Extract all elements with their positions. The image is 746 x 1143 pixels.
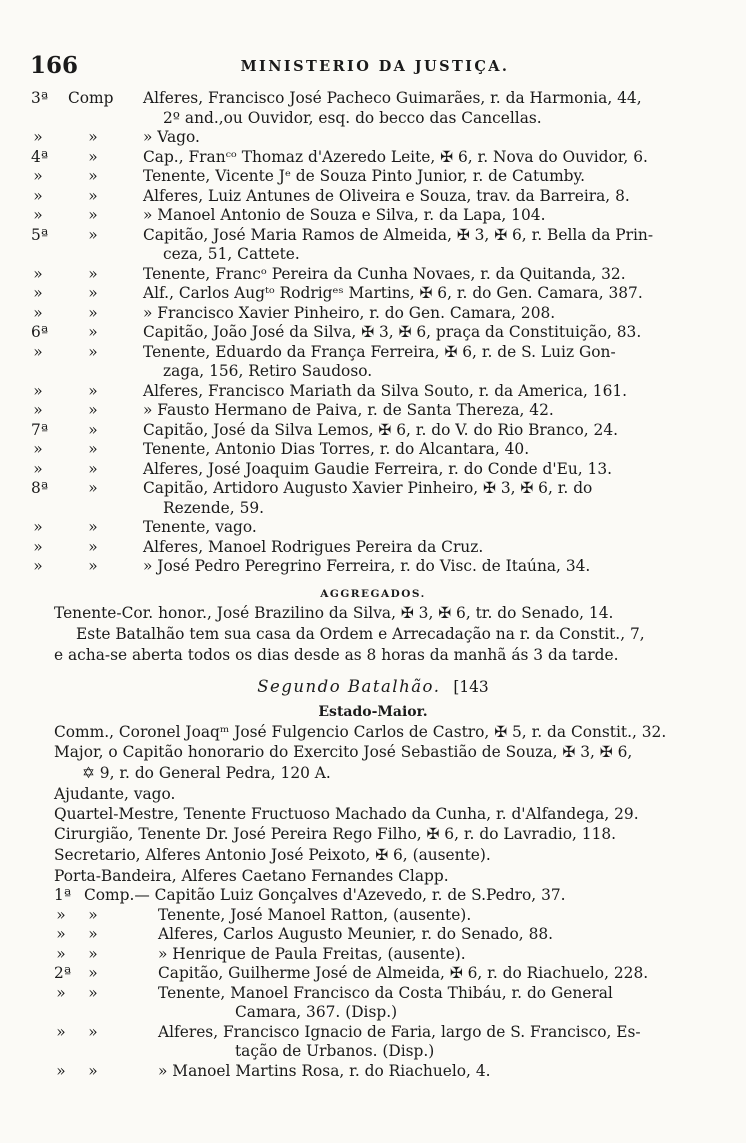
roster-marker-company: » [33, 381, 43, 400]
roster-marker-ditto: » [88, 186, 98, 205]
roster-marker-company: 5ª [31, 225, 49, 244]
roster-entry: Tenente, Francᵒ Pereira da Cunha Novaes, r. da Quitanda, 32. [143, 264, 626, 283]
roster-marker-company: 8ª [31, 479, 49, 497]
roster-marker-company: » [33, 128, 43, 146]
estado-maior-heading: Estado-Maior. [318, 704, 428, 720]
roster-marker-company: » [33, 440, 43, 458]
segundo-batalhao-number: [143 [453, 678, 489, 696]
roster-marker-company: » [56, 925, 66, 943]
roster-entry: Comp.— Capitão Luiz Gonçalves d'Azevedo, r. de S.Pedro, 37. [84, 886, 566, 904]
roster-marker-company: » [33, 264, 43, 283]
roster-entry: » Vago. [143, 128, 200, 146]
roster-entry: tação de Urbanos. (Disp.) [235, 1042, 435, 1060]
roster-marker-company: » [33, 167, 43, 185]
roster-marker-ditto: » [88, 206, 98, 224]
roster-entry: » Manoel Martins Rosa, r. do Riachuelo, 4. [158, 1061, 491, 1080]
roster-marker-company: » [56, 983, 66, 1002]
estado-maior-entry: Ajudante, vago. [54, 785, 176, 803]
roster-marker-ditto: » [88, 401, 98, 419]
roster-marker-ditto: » [88, 479, 98, 497]
roster-marker-company: » [33, 303, 43, 322]
roster-marker-ditto: » [88, 264, 98, 283]
segundo-batalhao-heading-row [0, 677, 746, 697]
roster-marker-company: » [56, 1022, 66, 1041]
roster-entry: Tenente, Vicente Jᵉ de Souza Pinto Junior, r. de Catumby. [143, 167, 586, 185]
roster-entry: Tenente, Manoel Francisco da Costa Thibáu, r. do General [158, 983, 613, 1002]
roster-entry: » Henrique de Paula Freitas, (ausente). [158, 944, 466, 963]
roster-marker-company: 3ª [31, 89, 49, 107]
roster-entry: » Manoel Antonio de Souza e Silva, r. da Lapa, 104. [143, 206, 546, 224]
roster-entry: Capitão, José da Silva Lemos, ✠ 6, r. do V. do Rio Branco, 24. [143, 420, 619, 439]
roster-marker-company: » [33, 537, 43, 556]
roster-marker-company: 6ª [31, 323, 49, 341]
roster-marker-ditto: » [88, 342, 98, 361]
aggregados-line-2: Este Batalhão tem sua casa da Ordem e Arrecadação na r. da Constit., 7, [76, 625, 645, 643]
roster-marker-ditto: » [88, 284, 98, 302]
aggregados-line-1: Tenente-Cor. honor., José Brazilino da Silva, ✠ 3, ✠ 6, tr. do Senado, 14. [54, 604, 614, 622]
roster-entry: Tenente, Eduardo da França Ferreira, ✠ 6, r. de S. Luiz Gon- [143, 342, 616, 361]
roster-marker-company: 7ª [31, 420, 49, 439]
roster-entry: Cap., Franᶜᵒ Thomaz d'Azeredo Leite, ✠ 6, r. Nova do Ouvidor, 6. [143, 147, 648, 166]
running-title: MINISTERIO DA JUSTIÇA. [240, 58, 510, 75]
roster-entry: Capitão, João José da Silva, ✠ 3, ✠ 6, praça da Constituição, 83. [143, 323, 642, 341]
roster-marker-ditto: » [88, 440, 98, 458]
roster-marker-company: » [33, 284, 43, 302]
roster-entry: Alferes, Manoel Rodrigues Pereira da Cruz. [143, 537, 484, 556]
roster-entry: Alf., Carlos Augᵗᵒ Rodrigᵉˢ Martins, ✠ 6, r. do Gen. Camara, 387. [143, 284, 643, 302]
roster-marker-company: » [56, 944, 66, 963]
roster-marker-ditto: » [88, 381, 98, 400]
estado-maior-entry: Comm., Coronel Joaqᵐ José Fulgencio Carlos de Castro, ✠ 5, r. da Constit., 32. [54, 723, 667, 741]
roster-marker-ditto: » [88, 905, 98, 924]
roster-marker-ditto: » [88, 303, 98, 322]
estado-maior-entry: Major, o Capitão honorario do Exercito José Sebastião de Souza, ✠ 3, ✠ 6, [54, 743, 633, 761]
segundo-batalhao-heading: Segundo Batalhão. [257, 677, 441, 696]
roster-entry: » José Pedro Peregrino Ferreira, r. do Visc. de Itaúna, 34. [143, 557, 591, 575]
roster-marker-ditto: » [88, 518, 98, 536]
aggregados-heading: AGGREGADOS. [320, 588, 426, 600]
estado-maior-entry: Quartel-Mestre, Tenente Fructuoso Machado da Cunha, r. d'Alfandega, 29. [54, 805, 639, 823]
roster-marker-ditto: » [88, 420, 98, 439]
roster-marker-ditto: » [88, 925, 98, 943]
roster-entry: Tenente, José Manoel Ratton, (ausente). [158, 905, 472, 924]
roster-marker-ditto: » [88, 167, 98, 185]
roster-entry: » Francisco Xavier Pinheiro, r. do Gen. Camara, 208. [143, 303, 556, 322]
roster-marker-company: » [33, 342, 43, 361]
roster-entry: Alferes, Francisco Mariath da Silva Souto, r. da America, 161. [143, 381, 628, 400]
roster-marker-company: » [33, 459, 43, 478]
roster-marker-company: » [56, 905, 66, 924]
roster-marker-ditto: » [88, 1022, 98, 1041]
roster-marker-ditto: » [88, 537, 98, 556]
roster-marker-ditto: » [88, 147, 98, 166]
roster-entry: Tenente, vago. [143, 518, 257, 536]
roster-marker-company: » [56, 1061, 66, 1080]
roster-marker-company: » [33, 518, 43, 536]
roster-entry: Capitão, José Maria Ramos de Almeida, ✠ 3, ✠ 6, r. Bella da Prin- [143, 225, 654, 244]
roster-entry: Alferes, Carlos Augusto Meunier, r. do Senado, 88. [158, 925, 554, 943]
page-number: 166 [30, 52, 79, 79]
roster-marker-ditto: Comp [68, 89, 114, 107]
roster-marker-company: 2ª [54, 964, 72, 982]
roster-entry: » Fausto Hermano de Paiva, r. de Santa Thereza, 42. [143, 401, 554, 419]
roster-marker-ditto: » [88, 1061, 98, 1080]
roster-entry: Alferes, José Joaquim Gaudie Ferreira, r. do Conde d'Eu, 13. [143, 459, 613, 478]
roster-entry: Alferes, Francisco Ignacio de Faria, largo de S. Francisco, Es- [158, 1022, 641, 1041]
estado-maior-entry: ✡ 9, r. do General Pedra, 120 A. [82, 764, 331, 782]
roster-entry: Alferes, Francisco José Pacheco Guimarães, r. da Harmonia, 44, [143, 89, 642, 107]
aggregados-line-3: e acha-se aberta todos os dias desde as 8 horas da manhã ás 3 da tarde. [54, 646, 619, 664]
roster-marker-company: 4ª [31, 147, 49, 166]
roster-entry: Rezende, 59. [163, 498, 265, 517]
roster-marker-company: » [33, 557, 43, 575]
roster-entry: Capitão, Guilherme José de Almeida, ✠ 6, r. do Riachuelo, 228. [158, 964, 649, 982]
roster-marker-ditto: » [88, 225, 98, 244]
estado-maior-entry: Secretario, Alferes Antonio José Peixoto, ✠ 6, (ausente). [54, 846, 491, 864]
estado-maior-entry: Cirurgião, Tenente Dr. José Pereira Rego Filho, ✠ 6, r. do Lavradio, 118. [54, 825, 617, 843]
roster-entry: ceza, 51, Cattete. [163, 245, 300, 263]
roster-marker-company: 1ª [54, 886, 72, 904]
roster-marker-company: » [33, 186, 43, 205]
roster-entry: Capitão, Artidoro Augusto Xavier Pinheiro, ✠ 3, ✠ 6, r. do [143, 479, 593, 497]
roster-marker-ditto: » [88, 459, 98, 478]
roster-marker-ditto: » [88, 557, 98, 575]
roster-marker-company: » [33, 401, 43, 419]
roster-entry: 2º and.,ou Ouvidor, esq. do becco das Cancellas. [163, 108, 542, 127]
page-header [30, 52, 720, 80]
roster-marker-ditto: » [88, 964, 98, 982]
roster-marker-ditto: » [88, 983, 98, 1002]
roster-entry: Tenente, Antonio Dias Torres, r. do Alcantara, 40. [143, 440, 530, 458]
roster-marker-company: » [33, 206, 43, 224]
roster-entry: zaga, 156, Retiro Saudoso. [163, 362, 373, 380]
roster-marker-ditto: » [88, 128, 98, 146]
estado-maior-entry: Porta-Bandeira, Alferes Caetano Fernandes Clapp. [54, 867, 449, 885]
roster-entry: Camara, 367. (Disp.) [235, 1003, 398, 1021]
roster-entry: Alferes, Luiz Antunes de Oliveira e Souza, trav. da Barreira, 8. [143, 186, 630, 205]
roster-marker-ditto: » [88, 323, 98, 341]
roster-marker-ditto: » [88, 944, 98, 963]
